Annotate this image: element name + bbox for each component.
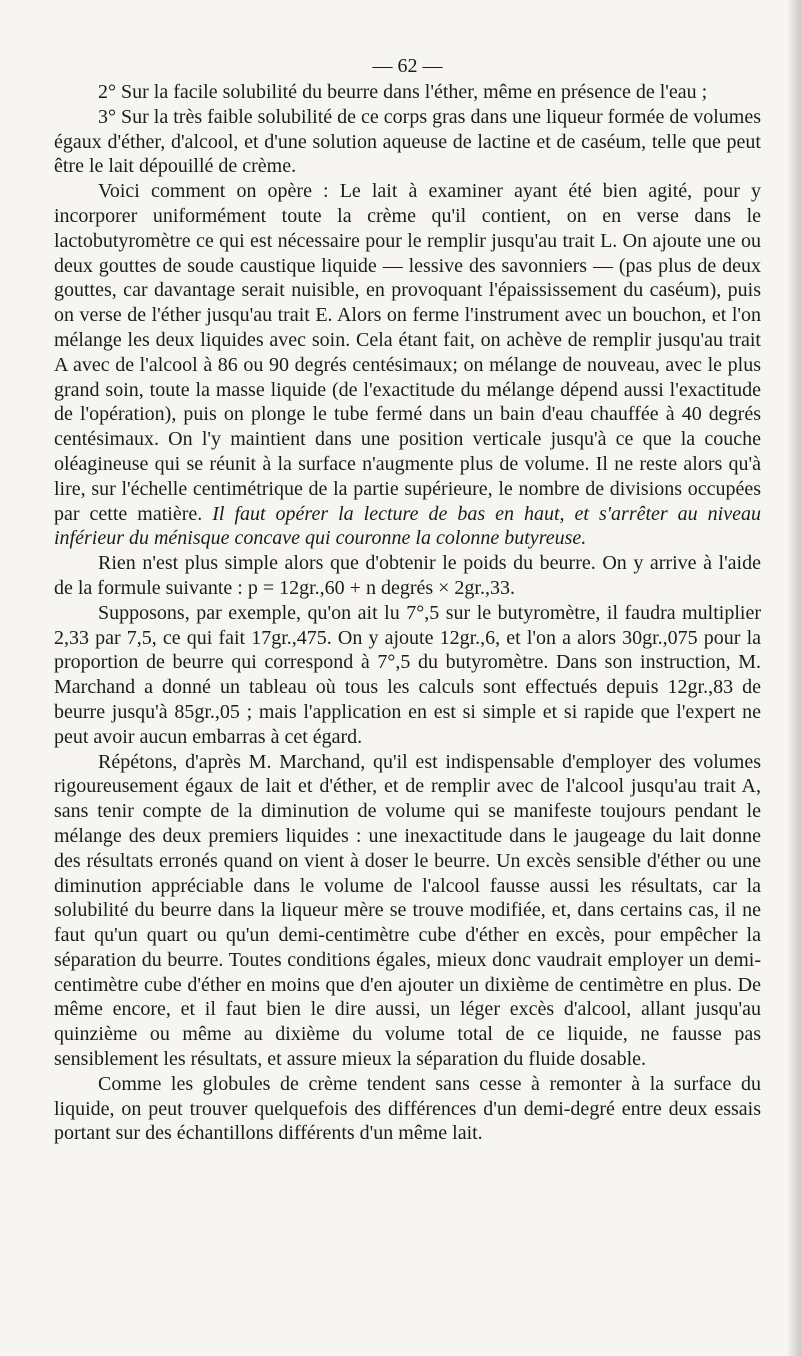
reading-instruction: Il faut opérer la lecture de bas en haut, et s'arrêter au niveau inférieur du ménisque concave qui couronne la colonne butyreuse. <box>54 502 761 550</box>
book-page <box>54 54 761 1146</box>
paragraph-example: Supposons, par exemple, qu'on ait lu 7°,5 sur le butyromètre, il faudra multiplier 2,33 par 7,5, ce qui fait 17gr.,475. On y ajoute 12gr.,6, et l'on a alors 30gr.,075 pour la proportion de beurre qui correspond à 7°,5 du butyromètre. Dans son instruction, M. Marchand a donné un tableau où tous les calculs sont effectués depuis 12gr.,83 de beurre jusqu'à 85gr.,05 ; mais l'application en est si simple et si rapide que l'expert ne peut avoir aucun embarras à cet égard. <box>54 601 761 748</box>
paragraph-procedure <box>54 179 761 551</box>
paragraph-item-2: 2° Sur la facile solubilité du beurre dans l'éther, même en présence de l'eau ; <box>98 81 708 103</box>
paragraph-formula: Rien n'est plus simple alors que d'obtenir le poids du beurre. On y arrive à l'aide de la formule suivante : p = 12gr.,60 + n degrés × 2gr.,33. <box>54 552 761 599</box>
page-number: — 62 — <box>372 55 443 77</box>
page-edge-shadow <box>787 0 801 1356</box>
procedure-text: Voici comment on opère : Le lait à examiner ayant été bien agité, pour y incorporer uniformément toute la crème qu'il contient, on en verse dans le lactobutyromètre ce qui est nécessaire pour le remplir jusqu'au trait L. On ajoute une ou deux gouttes de soude caustique liquide — lessive des savonniers — (pas plus de deux gouttes, car davantage serait nuisible, en provoquant l'épaississement du caséum), puis on verse de l'éther jusqu'au trait E. Alors on ferme l'instrument avec un bouchon, et l'on mélange les deux liquides avec soin. Cela étant fait, on achève de remplir jusqu'au trait A avec de l'alcool à 86 ou 90 degrés centésimaux; on mélange de nouveau, avec le plus grand soin, toute la masse liquide (de l'exactitude du mélange dépend aussi l'exactitude de l'opération), puis on plonge le tube fermé dans un bain d'eau chauffée à 40 degrés centésimaux. On l'y maintient dans une position verticale jusqu'à ce que la couche oléagineuse qui se réunit à la surface n'augmente plus de volume. Il ne reste alors qu'à lire, sur l'échelle centimétrique de la partie supérieure, le nombre de divisions occupées par cette matière. <box>54 180 761 525</box>
paragraph-item-3: 3° Sur la très faible solubilité de ce corps gras dans une liqueur formée de volumes égaux d'éther, d'alcool, et d'une solution aqueuse de lactine et de caséum, telle que peut être le lait dépouillé de crème. <box>54 105 761 178</box>
paragraph-repetons: Répétons, d'après M. Marchand, qu'il est indispensable d'employer des volumes rigoureusement égaux de lait et d'éther, et de remplir avec de l'alcool jusqu'au trait A, sans tenir compte de la diminution de volume qui se manifeste toujours pendant le mélange des deux premiers liquides : une inexactitude dans le jaugeage du lait donne des résultats erronés quand on vient à doser le beurre. Un excès sensible d'éther ou une diminution appréciable dans le volume de l'alcool fausse aussi les résultats, car la solubilité du beurre dans la liqueur mère se trouve modifiée, et, dans certains cas, il ne faut qu'un quart ou qu'un demi-centimètre cube d'éther en excès, pour empêcher la séparation du beurre. Toutes conditions égales, mieux donc vaudrait employer un demi-centimètre cube d'éther en moins que d'en ajouter un dixième de centimètre en plus. De même encore, et il faut bien le dire aussi, un léger excès d'alcool, allant jusqu'au quinzième ou même au dixième du volume total de ce liquide, ne fausse pas sensiblement les résultats, et assure mieux la séparation du fluide dosable. <box>54 750 761 1071</box>
paragraph-globules: Comme les globules de crème tendent sans cesse à remonter à la surface du liquide, on peut trouver quelquefois des différences d'un demi-degré entre deux essais portant sur des échantillons différents d'un même lait. <box>54 1072 761 1145</box>
